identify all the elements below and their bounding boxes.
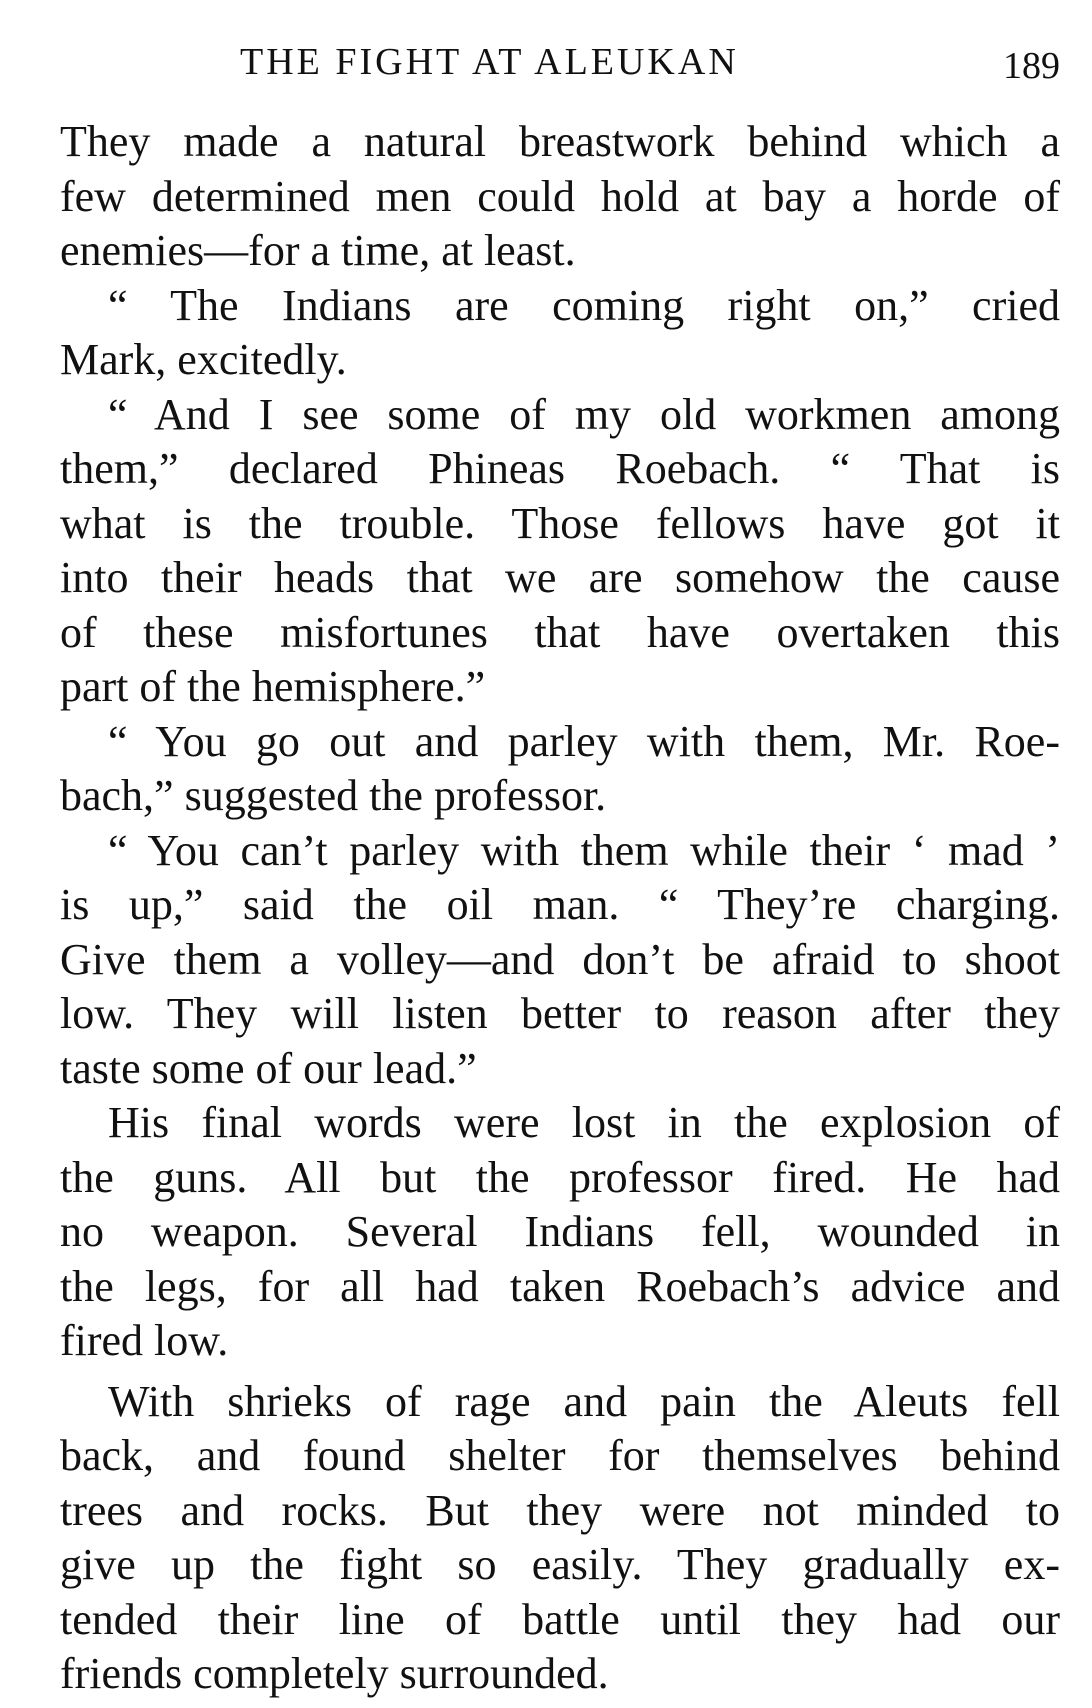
text-line: is up,” said the oil man. “ They’re charging. <box>60 880 1060 929</box>
text-line: friends completely surrounded. <box>60 1649 609 1698</box>
text-line: “ The Indians are coming right on,” cried <box>108 280 1060 330</box>
text-line: them,” declared Phineas Roebach. “ That is <box>60 444 1060 493</box>
text-line: They made a natural breastwork behind which a <box>60 117 1060 166</box>
text-line: “ And I see some of my old workmen among <box>108 389 1060 439</box>
text-line: no weapon. Several Indians fell, wounded in <box>60 1207 1060 1256</box>
paragraph <box>60 824 1060 1097</box>
text-line: few determined men could hold at bay a horde of <box>60 171 1060 221</box>
text-line: low. They will listen better to reason after they <box>60 989 1060 1038</box>
text-line: give up the fight so easily. They gradually ex- <box>60 1540 1060 1589</box>
text-line: enemies—for a time, at least. <box>60 226 576 275</box>
text-line: “ You go out and parley with them, Mr. Roe- <box>108 716 1060 766</box>
text-line: the legs, for all had taken Roebach’s advice and <box>60 1261 1060 1311</box>
text-line: Mark, excitedly. <box>60 335 347 384</box>
text-line: the guns. All but the professor fired. He had <box>60 1152 1060 1202</box>
text-line: tended their line of battle until they had our <box>60 1594 1060 1644</box>
paragraph <box>60 1375 1060 1702</box>
text-line: “ You can’t parley with them while their ‘ mad ’ <box>108 825 1060 875</box>
paragraph <box>60 115 1060 279</box>
text-line: With shrieks of rage and pain the Aleuts fell <box>108 1376 1060 1426</box>
chapter-title: THE FIGHT AT ALEUKAN <box>240 41 739 83</box>
paragraph <box>60 1096 1060 1369</box>
text-line: bach,” suggested the professor. <box>60 771 607 820</box>
page-number: 189 <box>1003 45 1060 87</box>
paragraph <box>60 279 1060 388</box>
text-line: into their heads that we are somehow the cause <box>60 553 1060 602</box>
paragraph <box>60 715 1060 824</box>
text-line: trees and rocks. But they were not minded to <box>60 1485 1060 1535</box>
text-line: fired low. <box>60 1316 229 1365</box>
text-line: back, and found shelter for themselves behind <box>60 1431 1060 1480</box>
text-line: taste some of our lead.” <box>60 1043 477 1093</box>
text-line: of these misfortunes that have overtaken this <box>60 607 1060 657</box>
paragraph <box>60 388 1060 715</box>
running-head <box>60 30 1060 90</box>
text-line: what is the trouble. Those fellows have got it <box>60 498 1060 548</box>
text-line: part of the hemisphere.” <box>60 662 486 711</box>
text-line: Give them a volley—and don’t be afraid to shoot <box>60 934 1060 984</box>
body-text <box>60 115 1060 1702</box>
text-line: His final words were lost in the explosion of <box>108 1098 1060 1147</box>
